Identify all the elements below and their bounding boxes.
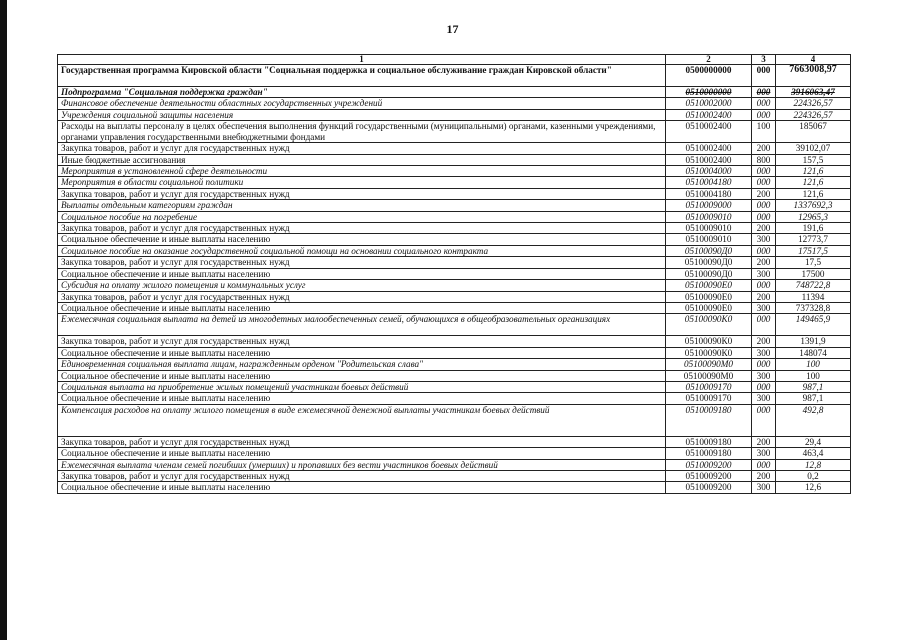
table-row <box>58 280 851 291</box>
row-code: 0510009010 <box>666 223 752 234</box>
row-amount: 148074 <box>776 347 851 358</box>
header-col-2: 2 <box>666 55 752 65</box>
row-name: Иные бюджетные ассигнования <box>58 154 666 165</box>
row-name: Закупка товаров, работ и услуг для государственных нужд <box>58 188 666 199</box>
row-code: 05100090Е0 <box>666 291 752 302</box>
row-expense-type: 200 <box>752 436 776 447</box>
row-expense-type: 000 <box>752 87 776 98</box>
table-row <box>58 436 851 447</box>
row-amount: 224326,57 <box>776 98 851 109</box>
row-expense-type: 000 <box>752 166 776 177</box>
row-expense-type: 300 <box>752 234 776 245</box>
row-name: Социальное обеспечение и иные выплаты населению <box>58 370 666 381</box>
row-amount: 12,6 <box>776 482 851 493</box>
row-expense-type: 800 <box>752 154 776 165</box>
table-row <box>58 166 851 177</box>
row-name: Социальное обеспечение и иные выплаты населению <box>58 302 666 313</box>
table-row <box>58 347 851 358</box>
row-expense-type: 300 <box>752 268 776 279</box>
row-expense-type: 300 <box>752 482 776 493</box>
row-amount: 987,1 <box>776 381 851 392</box>
row-amount: 157,5 <box>776 154 851 165</box>
row-expense-type: 200 <box>752 143 776 154</box>
row-expense-type: 000 <box>752 459 776 470</box>
row-name: Закупка товаров, работ и услуг для государственных нужд <box>58 470 666 481</box>
table-row <box>58 121 851 143</box>
row-amount: 0,2 <box>776 470 851 481</box>
row-name: Закупка товаров, работ и услуг для государственных нужд <box>58 143 666 154</box>
row-expense-type: 000 <box>752 177 776 188</box>
table-row <box>58 448 851 459</box>
row-code: 0500000000 <box>666 65 752 87</box>
table-row <box>58 268 851 279</box>
row-expense-type: 200 <box>752 188 776 199</box>
row-amount: 121,6 <box>776 166 851 177</box>
row-code: 0510009180 <box>666 404 752 436</box>
row-code: 0510002400 <box>666 109 752 120</box>
row-expense-type: 300 <box>752 302 776 313</box>
table-row <box>58 109 851 120</box>
page-number: 17 <box>446 22 459 36</box>
row-name: Социальное обеспечение и иные выплаты населению <box>58 347 666 358</box>
row-amount: 748722,8 <box>776 280 851 291</box>
table-row <box>58 177 851 188</box>
row-amount: 7663008,97 <box>776 65 851 87</box>
row-name: Подпрограмма "Социальная поддержка граждан" <box>58 87 666 98</box>
table-row <box>58 223 851 234</box>
row-amount: 29,4 <box>776 436 851 447</box>
row-code: 05100090Е0 <box>666 280 752 291</box>
row-code: 0510009010 <box>666 211 752 222</box>
header-col-1: 1 <box>58 55 666 65</box>
row-expense-type: 000 <box>752 98 776 109</box>
row-expense-type: 000 <box>752 314 776 336</box>
row-name: Социальное пособие на погребение <box>58 211 666 222</box>
row-code: 05100090Е0 <box>666 302 752 313</box>
row-amount: 185067 <box>776 121 851 143</box>
row-amount: 12773,7 <box>776 234 851 245</box>
row-name: Закупка товаров, работ и услуг для государственных нужд <box>58 257 666 268</box>
table-row <box>58 257 851 268</box>
row-amount: 17517,5 <box>776 245 851 256</box>
row-expense-type: 000 <box>752 404 776 436</box>
row-name: Компенсация расходов на оплату жилого помещения в виде ежемесячной денежной выплаты участникам боевых действий <box>58 404 666 436</box>
row-name: Закупка товаров, работ и услуг для государственных нужд <box>58 223 666 234</box>
row-amount: 100 <box>776 370 851 381</box>
row-code: 0510004000 <box>666 166 752 177</box>
row-name: Мероприятия в области социальной политики <box>58 177 666 188</box>
row-code: 0510009010 <box>666 234 752 245</box>
row-amount: 17,5 <box>776 257 851 268</box>
row-name: Социальное обеспечение и иные выплаты населению <box>58 482 666 493</box>
row-amount: 191,6 <box>776 223 851 234</box>
row-expense-type: 200 <box>752 257 776 268</box>
row-amount: 17500 <box>776 268 851 279</box>
table-row <box>58 459 851 470</box>
row-code: 05100090К0 <box>666 347 752 358</box>
header-col-3: 3 <box>752 55 776 65</box>
row-name: Социальное пособие на оказание государственной социальной помощи на основании социального контракта <box>58 245 666 256</box>
row-code: 05100090Д0 <box>666 245 752 256</box>
table-row <box>58 98 851 109</box>
row-name: Закупка товаров, работ и услуг для государственных нужд <box>58 436 666 447</box>
table-row <box>58 314 851 336</box>
row-expense-type: 300 <box>752 347 776 358</box>
row-name: Мероприятия в установленной сфере деятельности <box>58 166 666 177</box>
row-expense-type: 000 <box>752 245 776 256</box>
row-amount: 121,6 <box>776 177 851 188</box>
row-code: 0510009170 <box>666 393 752 404</box>
row-expense-type: 200 <box>752 291 776 302</box>
row-name: Закупка товаров, работ и услуг для государственных нужд <box>58 291 666 302</box>
row-name: Учреждения социальной защиты населения <box>58 109 666 120</box>
table-row <box>58 393 851 404</box>
table-row <box>58 200 851 211</box>
scan-edge-bar <box>0 0 7 640</box>
row-amount: 463,4 <box>776 448 851 459</box>
row-expense-type: 200 <box>752 336 776 347</box>
table-row <box>58 234 851 245</box>
row-amount: 11394 <box>776 291 851 302</box>
row-code: 0510009180 <box>666 448 752 459</box>
row-code: 0510002400 <box>666 154 752 165</box>
row-expense-type: 300 <box>752 393 776 404</box>
row-expense-type: 100 <box>752 121 776 143</box>
row-code: 05100090К0 <box>666 336 752 347</box>
row-amount: 12965,3 <box>776 211 851 222</box>
row-name: Расходы на выплаты персоналу в целях обеспечения выполнения функций государственными (муниципальными) органами, казенными учреждениями, органами управления государственными внебюджетными фондами <box>58 121 666 143</box>
row-expense-type: 000 <box>752 211 776 222</box>
row-amount: 1391,9 <box>776 336 851 347</box>
row-expense-type: 000 <box>752 381 776 392</box>
table-row <box>58 245 851 256</box>
row-code: 0510009200 <box>666 482 752 493</box>
row-expense-type: 200 <box>752 223 776 234</box>
row-code: 0510000000 <box>666 87 752 98</box>
row-amount: 3916063,47 <box>776 87 851 98</box>
row-code: 0510009200 <box>666 470 752 481</box>
row-name: Социальная выплата на приобретение жилых помещений участникам боевых действий <box>58 381 666 392</box>
row-name: Закупка товаров, работ и услуг для государственных нужд <box>58 336 666 347</box>
table-row <box>58 211 851 222</box>
row-expense-type: 000 <box>752 109 776 120</box>
row-name: Социальное обеспечение и иные выплаты населению <box>58 268 666 279</box>
table-row <box>58 291 851 302</box>
table-row <box>58 482 851 493</box>
table-row <box>58 188 851 199</box>
row-expense-type: 000 <box>752 359 776 370</box>
row-code: 0510009200 <box>666 459 752 470</box>
row-expense-type: 300 <box>752 448 776 459</box>
row-amount: 492,8 <box>776 404 851 436</box>
row-code: 0510009170 <box>666 381 752 392</box>
row-code: 05100090К0 <box>666 314 752 336</box>
row-expense-type: 000 <box>752 200 776 211</box>
table-row <box>58 470 851 481</box>
table-row <box>58 404 851 436</box>
table-row <box>58 302 851 313</box>
table-row <box>58 154 851 165</box>
row-amount: 987,1 <box>776 393 851 404</box>
row-expense-type: 300 <box>752 370 776 381</box>
row-code: 0510004180 <box>666 177 752 188</box>
table-row <box>58 370 851 381</box>
row-code: 05100090Д0 <box>666 257 752 268</box>
table-row <box>58 359 851 370</box>
row-amount: 100 <box>776 359 851 370</box>
row-code: 0510002000 <box>666 98 752 109</box>
table-row <box>58 381 851 392</box>
row-name: Единовременная социальная выплата лицам, награжденным орденом "Родительская слава" <box>58 359 666 370</box>
row-code: 05100090Д0 <box>666 268 752 279</box>
row-code: 0510009000 <box>666 200 752 211</box>
row-expense-type: 000 <box>752 280 776 291</box>
header-col-4: 4 <box>776 55 851 65</box>
table-row <box>58 65 851 87</box>
row-amount: 1337692,3 <box>776 200 851 211</box>
table-header-row <box>58 55 851 65</box>
row-amount: 121,6 <box>776 188 851 199</box>
row-code: 05100090М0 <box>666 359 752 370</box>
row-name: Социальное обеспечение и иные выплаты населению <box>58 393 666 404</box>
table-row <box>58 87 851 98</box>
row-name: Выплаты отдельным категориям граждан <box>58 200 666 211</box>
row-name: Ежемесячная социальная выплата на детей из многодетных малообеспеченных семей, обучающихся в общеобразовательных организациях <box>58 314 666 336</box>
row-expense-type: 200 <box>752 470 776 481</box>
row-code: 0510004180 <box>666 188 752 199</box>
row-name: Социальное обеспечение и иные выплаты населению <box>58 234 666 245</box>
row-amount: 12,8 <box>776 459 851 470</box>
row-code: 05100090М0 <box>666 370 752 381</box>
row-code: 0510002400 <box>666 121 752 143</box>
row-name: Государственная программа Кировской области "Социальная поддержка и социальное обслуживание граждан Кировской области" <box>58 65 666 87</box>
row-amount: 224326,57 <box>776 109 851 120</box>
table-row <box>58 336 851 347</box>
row-name: Ежемесячная выплата членам семей погибших (умерших) и пропавших без вести участников боевых действий <box>58 459 666 470</box>
row-name: Социальное обеспечение и иные выплаты населению <box>58 448 666 459</box>
table-row <box>58 143 851 154</box>
row-code: 0510002400 <box>666 143 752 154</box>
row-code: 0510009180 <box>666 436 752 447</box>
budget-table <box>57 54 851 494</box>
row-name: Субсидия на оплату жилого помещения и коммунальных услуг <box>58 280 666 291</box>
table-body <box>58 65 851 494</box>
row-amount: 149465,9 <box>776 314 851 336</box>
row-expense-type: 000 <box>752 65 776 87</box>
row-amount: 737328,8 <box>776 302 851 313</box>
row-amount: 39102,07 <box>776 143 851 154</box>
row-name: Финансовое обеспечение деятельности областных государственных учреждений <box>58 98 666 109</box>
